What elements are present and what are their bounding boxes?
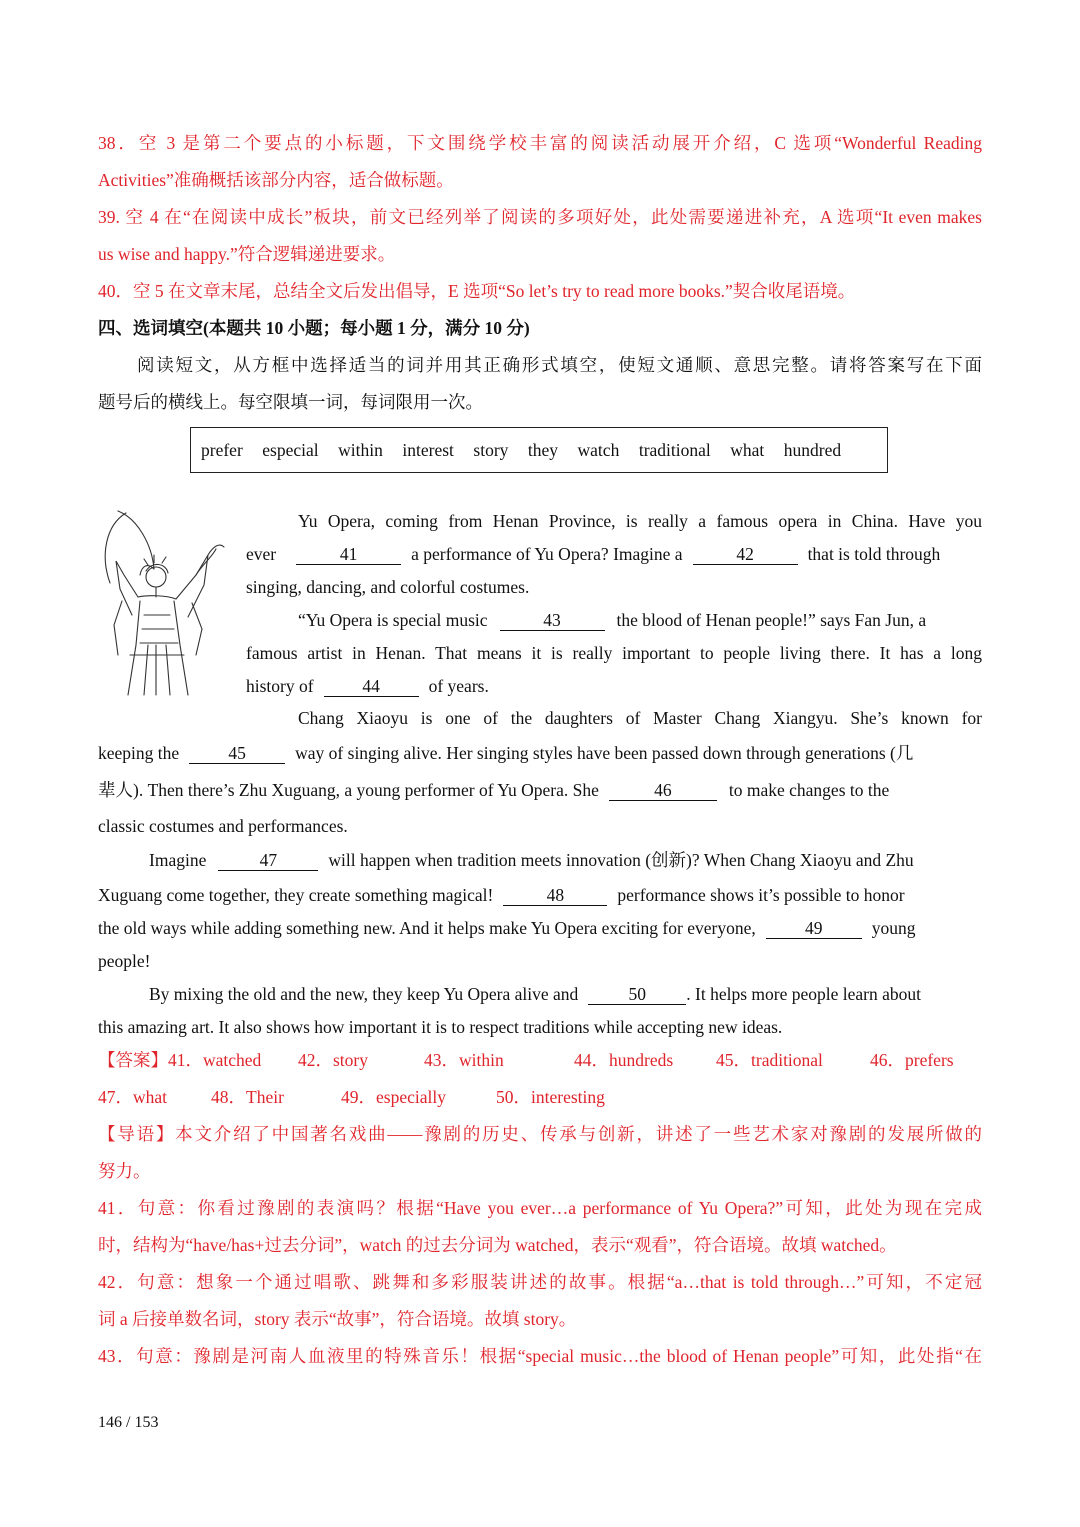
word-option: what [730,439,765,460]
passage-p4-line3: the old ways while adding something new. And it helps make Yu Opera exciting for everyone, 49 young [98,918,916,938]
word-option: interest [402,439,454,460]
explanation-q38-line2: Activities”准确概括该部分内容，适合做标题。 [98,170,454,190]
explanation-q43-line1: 43．句意：豫剧是河南人血液里的特殊音乐！根据“special music…the blood of Henan people”可知，此处指“在 [98,1346,982,1366]
blank-47[interactable]: 47 [218,850,318,871]
passage-p1-line3: singing, dancing, and colorful costumes. [246,577,530,597]
passage-p4-line4: people! [98,951,151,971]
word-option: watch [577,439,620,460]
explanation-q41-line1: 41．句意：你看过豫剧的表演吗？根据“Have you ever…a performance of Yu Opera?”可知，此处为现在完成 [98,1198,982,1218]
explanation-q41-line2: 时，结构为“have/has+过去分词”，watch 的过去分词为 watched，表示“观看”，符合语境。故填 watched。 [98,1235,897,1255]
passage-p2-line3: history of 44 of years. [246,676,489,696]
passage-p3-line2: keeping the 45 way of singing alive. Her singing styles have been passed down through generations (几 [98,743,914,763]
blank-46[interactable]: 46 [609,780,717,801]
blank-48[interactable]: 48 [503,885,607,906]
answers-line2: 47．what 48．Their 49．especially 50．interesting [98,1087,605,1107]
explanation-q39-line2: us wise and happy.”符合逻辑递进要求。 [98,244,396,264]
blank-44[interactable]: 44 [324,676,419,697]
word-option: especial [262,439,319,460]
passage-p5-line1: By mixing the old and the new, they keep Yu Opera alive and 50 . It helps more people learn about [149,984,921,1004]
passage-p1-line2: ever 41 a performance of Yu Opera? Imagine a 42 that is told through [246,544,941,564]
passage-p3-line3: 辈人). Then there’s Zhu Xuguang, a young performer of Yu Opera. She 46 to make changes to the [98,780,890,800]
blank-49[interactable]: 49 [766,918,862,939]
explanation-q42-line2: 词 a 后接单数名词，story 表示“故事”，符合语境。故填 story。 [98,1309,577,1329]
passage-p2-line1: “Yu Opera is special music 43 the blood of Henan people!” says Fan Jun, a [298,610,927,630]
blank-45[interactable]: 45 [189,743,285,764]
blank-41[interactable]: 41 [296,544,401,565]
word-option: hundred [783,439,842,460]
opera-performer-illustration [96,505,228,700]
passage-p3-line1: Chang Xiaoyu is one of the daughters of Master Chang Xiangyu. She’s known for [298,708,982,728]
guide-line2: 努力。 [98,1161,151,1181]
word-option: traditional [638,439,711,460]
word-box [190,427,888,473]
explanation-q38-line1: 38．空 3 是第二个要点的小标题，下文围绕学校丰富的阅读活动展开介绍，C 选项“Wonderful Reading [98,133,982,153]
section-heading: 四、选词填空(本题共 10 小题；每小题 1 分，满分 10 分) [98,318,530,338]
passage-p1-line1: Yu Opera, coming from Henan Province, is really a famous opera in China. Have you [298,511,982,531]
answers-label: 【答案】 [98,1050,168,1070]
word-option: prefer [201,439,243,460]
instruction-line1: 阅读短文，从方框中选择适当的词并用其正确形式填空，使短文通顺、意思完整。请将答案写在下面 [137,355,982,375]
explanation-q42-line1: 42．句意：想象一个通过唱歌、跳舞和多彩服装讲述的故事。根据“a…that is told through…”可知，不定冠 [98,1272,982,1292]
answers-line1: 【答案】41．watched 42．story 43．within 44．hundreds 45．traditional 46．prefers [98,1050,954,1070]
explanation-q40: 40．空 5 在文章末尾，总结全文后发出倡导，E 选项“So let’s try to read more books.”契合收尾语境。 [98,281,856,301]
word-option: within [338,439,383,460]
explanation-q39-line1: 39. 空 4 在“在阅读中成长”板块，前文已经列举了阅读的多项好处，此处需要递进补充，A 选项“It even makes [98,207,982,227]
passage-p4-line1: Imagine 47 will happen when tradition meets innovation (创新)? When Chang Xiaoyu and Zhu [149,850,914,870]
passage-p5-line2: this amazing art. It also shows how important it is to respect traditions while accepting new ideas. [98,1017,783,1037]
blank-50[interactable]: 50 [588,984,686,1005]
word-option: they [527,439,559,460]
passage-p2-line2: famous artist in Henan. That means it is really important to people living there. It has a long [246,643,982,663]
blank-43[interactable]: 43 [500,610,605,631]
instruction-line2: 题号后的横线上。每空限填一词，每词限用一次。 [98,392,483,412]
passage-p3-line4: classic costumes and performances. [98,816,348,836]
page-number: 146 / 153 [98,1414,159,1431]
guide-line1: 【导语】本文介绍了中国著名戏曲——豫剧的历史、传承与创新，讲述了一些艺术家对豫剧的发展所做的 [98,1124,982,1144]
blank-42[interactable]: 42 [693,544,798,565]
passage-p4-line2: Xuguang come together, they create something magical! 48 performance shows it’s possible to honor [98,885,905,905]
word-option: story [473,439,509,460]
